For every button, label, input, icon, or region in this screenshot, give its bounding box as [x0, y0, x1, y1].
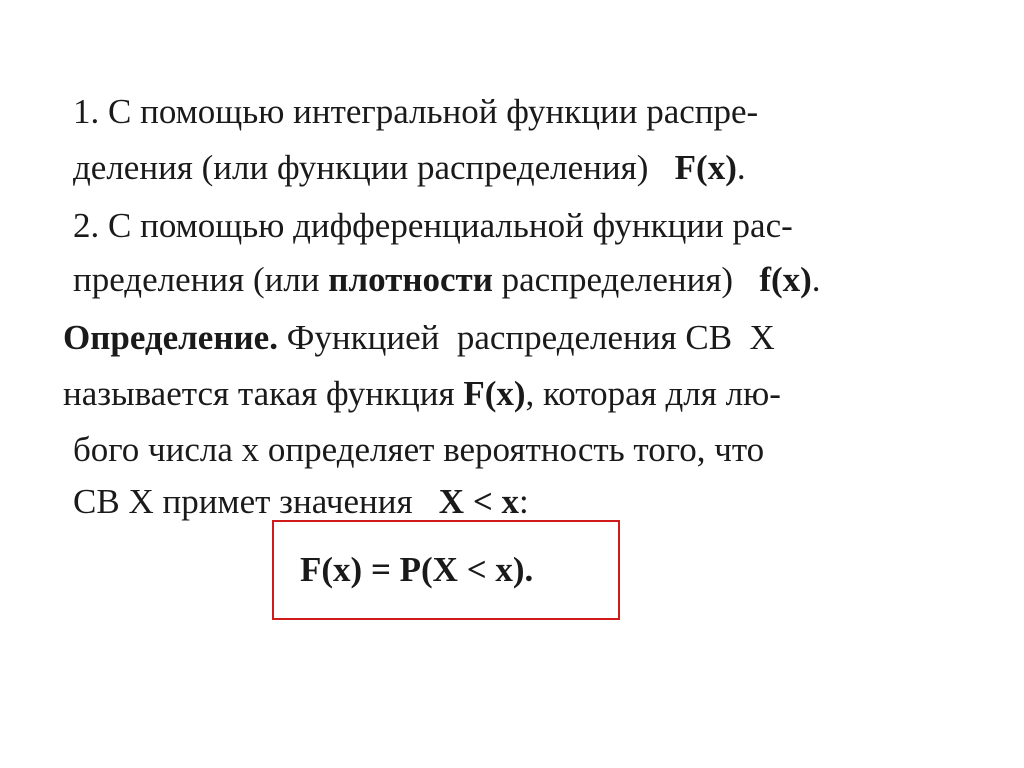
definition-text: бого числа x определяет вероятность того, что: [73, 430, 765, 469]
cdf-symbol: F(x): [674, 148, 737, 187]
pdf-symbol: f(x): [759, 260, 812, 299]
definition-text: называется такая функция: [63, 374, 464, 413]
cdf-symbol: F(x): [463, 374, 526, 413]
colon: :: [519, 482, 529, 521]
definition-text: Функцией распределения СВ X: [277, 318, 775, 357]
list-item-1-text: 1. С помощью интегральной функции распре-: [73, 92, 759, 131]
definition-text: СВ X примет значения: [73, 482, 439, 521]
definition-text: , которая для лю-: [525, 374, 781, 413]
density-term: плотности: [328, 260, 493, 299]
period: .: [736, 148, 746, 187]
formula: F(x) = P(X < x).: [300, 550, 534, 589]
period: .: [811, 260, 821, 299]
list-item-1-text-cont: деления (или функции распределения): [73, 148, 675, 187]
list-item-2-text-tail: распределения): [492, 260, 760, 299]
list-item-2-text: 2. С помощью дифференциальной функции рас-: [73, 206, 793, 245]
definition-heading: Определение.: [63, 318, 278, 357]
list-item-2-text-cont: пределения (или: [73, 260, 329, 299]
inequality: X < x: [438, 482, 520, 521]
